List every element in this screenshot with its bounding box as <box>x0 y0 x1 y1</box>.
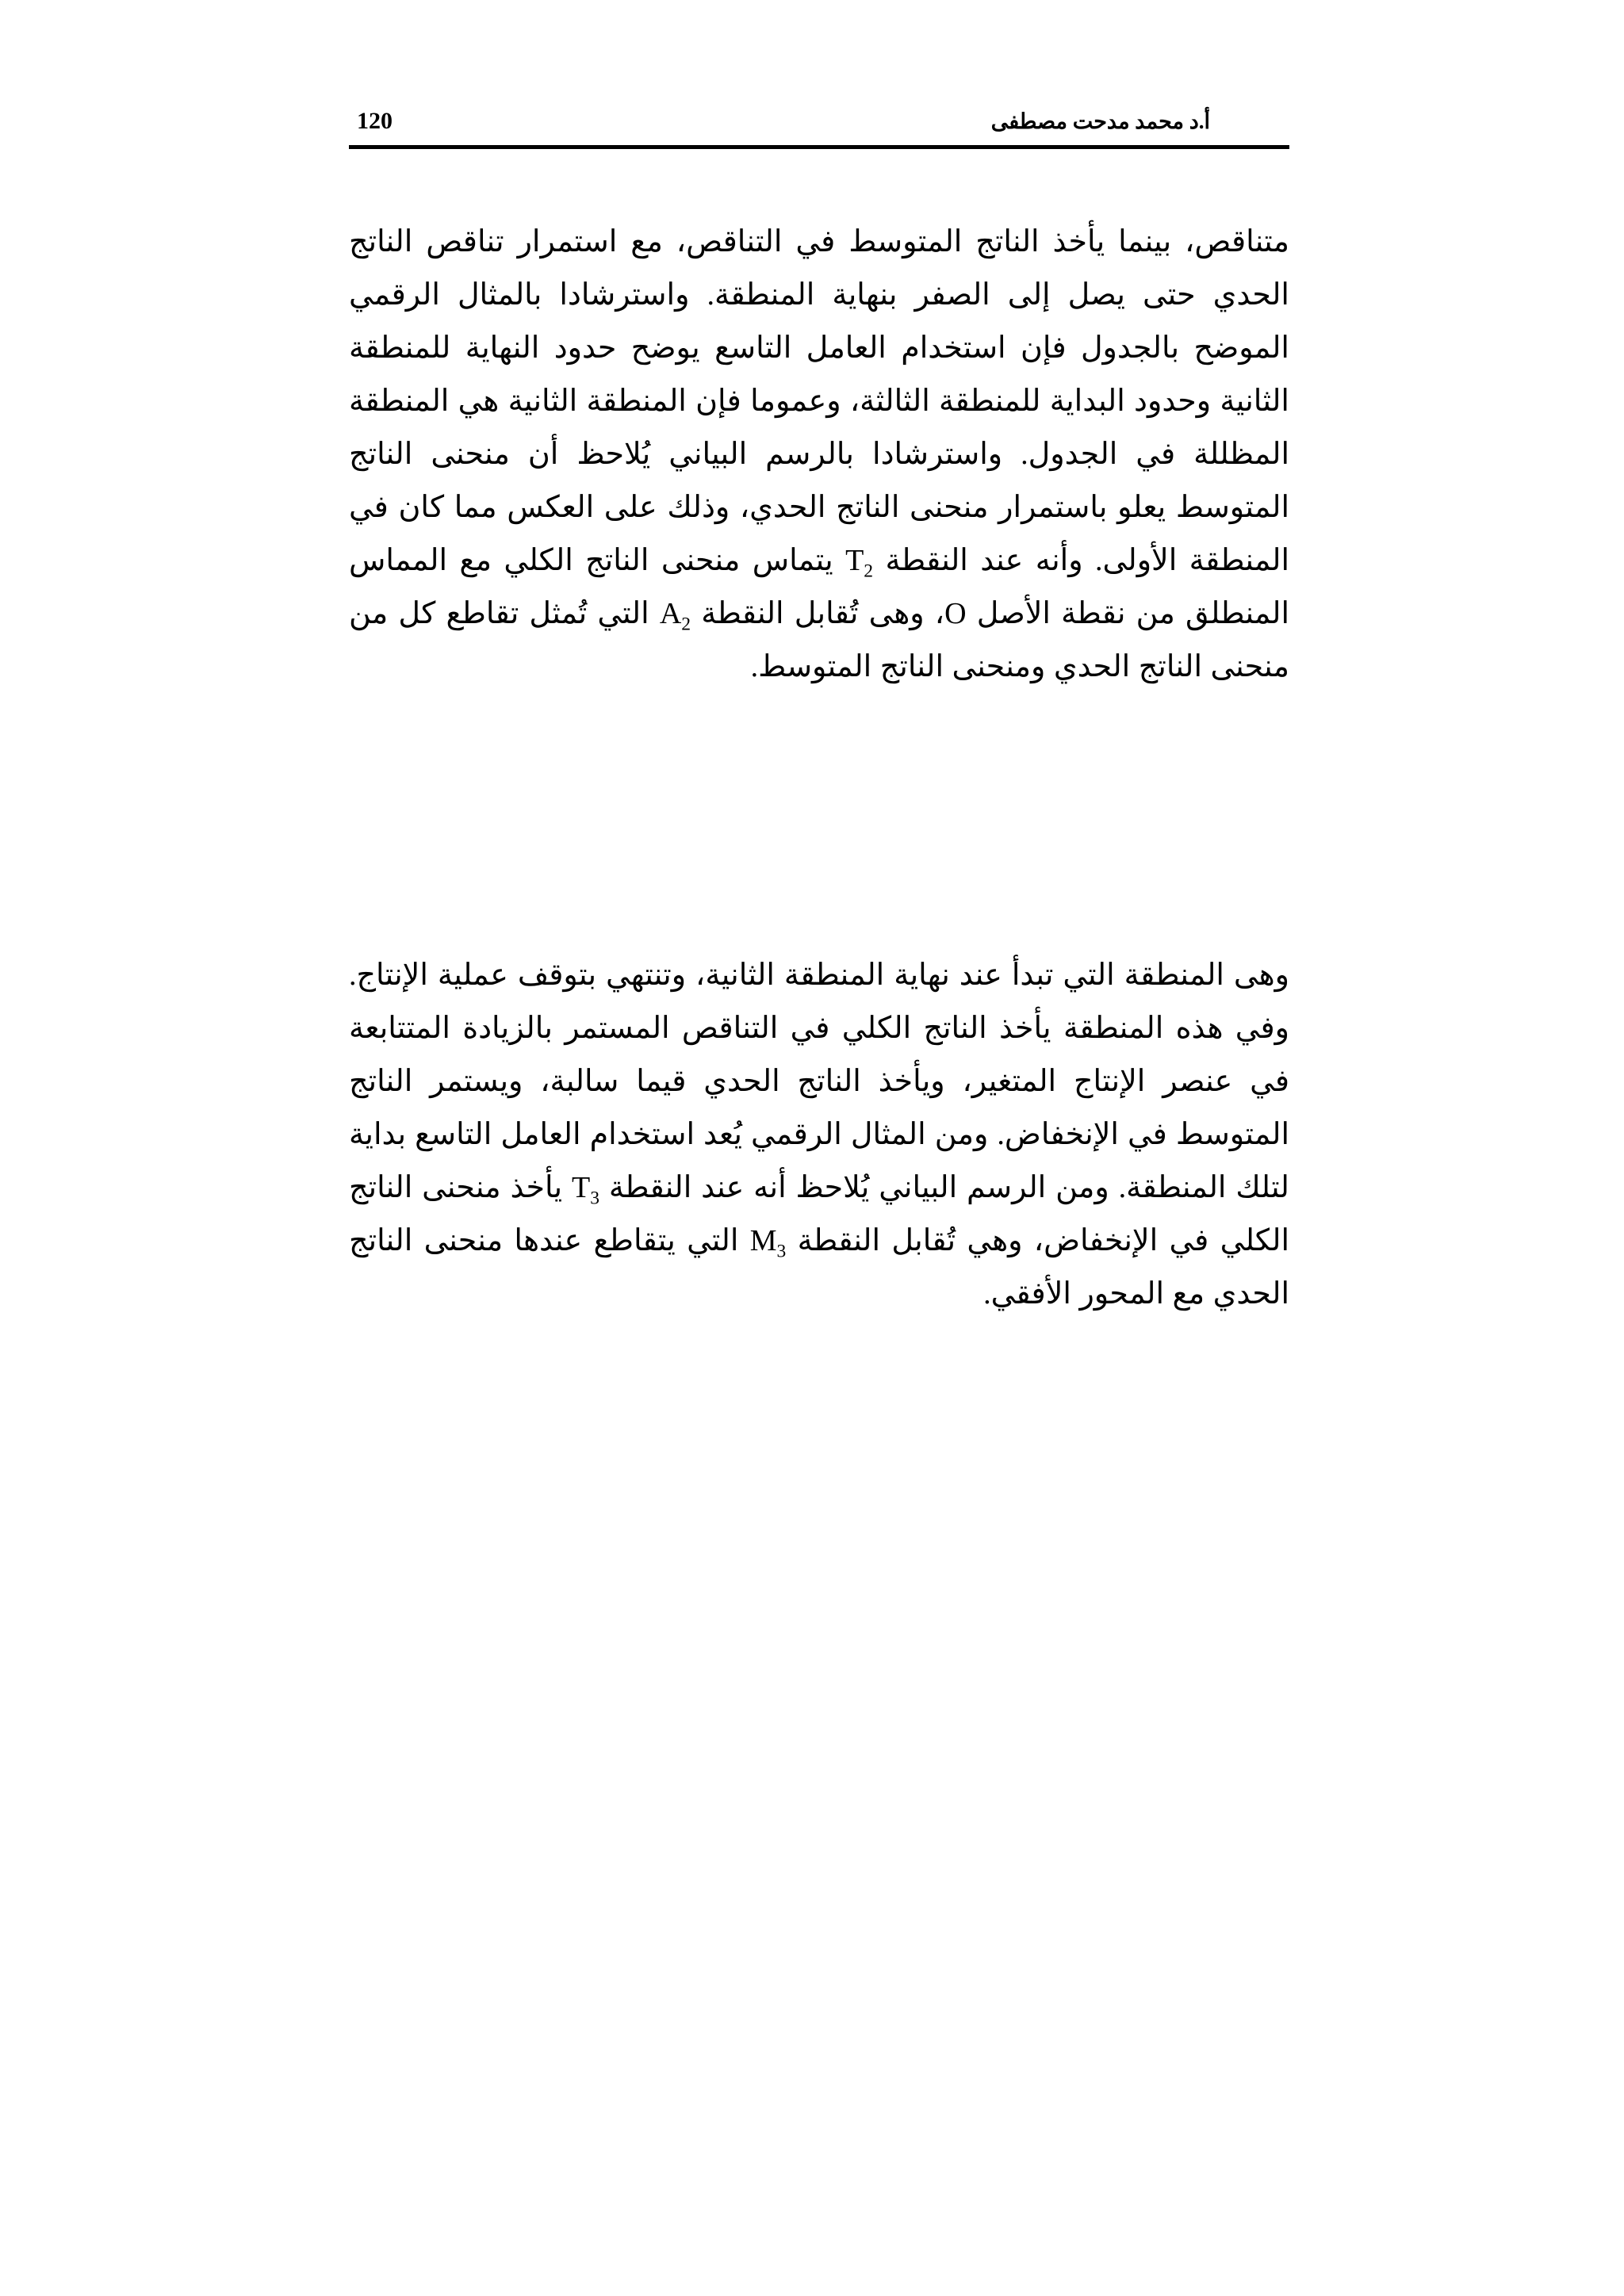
paragraph-stage-three <box>349 949 1289 1321</box>
paragraph1-text-4: التي تُمثل تقاطع كل من منحنى الناتج الحدي ومنحنى الناتج المتوسط. <box>349 597 1289 683</box>
point-m3: $M_3$ <box>749 1224 787 1262</box>
paragraph2-text-1: وهى المنطقة التي تبدأ عند نهاية المنطقة الثانية، وتنتهي بتوقف عملية الإنتاج. وفي هذه المنطقة يأخذ الناتج الكلي في التناقص المستمر بالزيادة المتتابعة في عنصر الإنتاج المتغير، ويأخذ الناتج الحدي قيما سالبة، ويستمر الناتج المتوسط في الإنخفاض. ومن المثال الرقمي يُعد استخدام العامل التاسع بداية لتلك المنطقة. ومن الرسم البياني يُلاحظ أنه عند النقطة <box>349 959 1290 1204</box>
paragraph2-text-3: التي يتقاطع عندها منحنى الناتج الحدي مع المحور الأفقي. <box>349 1224 1289 1311</box>
page-number: 120 <box>357 108 393 134</box>
origin-point: O <box>944 597 967 630</box>
header-divider <box>349 145 1289 149</box>
point-a2: $A_2$ <box>659 597 691 635</box>
point-t3: $T_3$ <box>572 1171 600 1209</box>
paragraph1-text-3: ، وهى تُقابل النقطة <box>701 597 945 630</box>
paragraph1-text-2: يتماس منحنى الناتج الكلي مع المماس المنطلق من نقطة الأصل <box>349 544 1290 630</box>
page-header <box>349 101 1289 149</box>
paragraph2-text-2: يأخذ منحنى الناتج الكلي في الإنخفاض، وهي تُقابل النقطة <box>349 1171 1290 1257</box>
author-name: أ.د محمد مدحت مصطفى <box>990 109 1210 133</box>
paragraph-stage-two <box>349 216 1289 694</box>
point-t2: $T_2$ <box>845 544 874 582</box>
paragraph1-text-1: متناقص، بينما يأخذ الناتج المتوسط في التناقص، مع استمرار تناقص الناتج الحدي حتى يصل إلى الصفر بنهاية المنطقة. واسترشادا بالمثال الرقمي الموضح بالجدول فإن استخدام العامل التاسع يوضح حدود النهاية للمنطقة الثانية وحدود البداية للمنطقة الثالثة، وعموما فإن المنطقة الثانية هي المنطقة المظللة في الجدول. واسترشادا بالرسم البياني يُلاحظ أن منحنى الناتج المتوسط يعلو باستمرار منحنى الناتج الحدي، وذلك على العكس مما كان في المنطقة الأولى. وأنه عند النقطة <box>349 225 1290 577</box>
